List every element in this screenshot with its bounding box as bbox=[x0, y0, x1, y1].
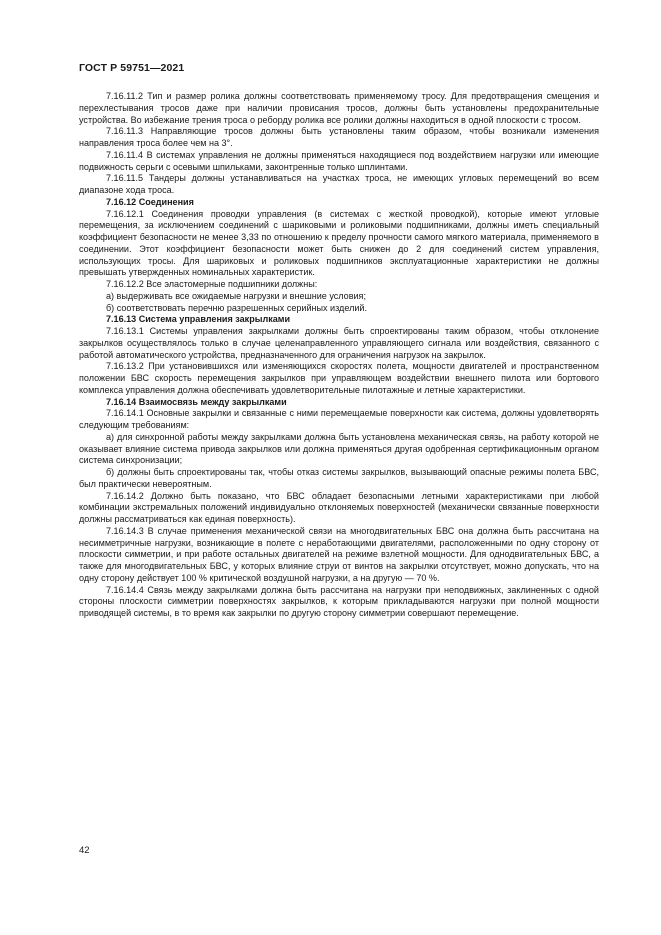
paragraph-7-16-14-1: 7.16.14.1 Основные закрылки и связанные с ними перемещаемые поверхности как система, должны удовлетворять следующим требованиям: bbox=[79, 408, 599, 430]
paragraph-7-16-14-2: 7.16.14.2 Должно быть показано, что БВС обладает безопасными летными характеристиками при любой комбинации экстремальных положений индивидуально отклоняемых поверхностей (механически связанные поверхности должны рассматриваться как единая поверхность). bbox=[79, 490, 599, 524]
page-number: 42 bbox=[79, 845, 90, 856]
list-item-b: б) должны быть спроектированы так, чтобы отказ системы закрылков, вызывающий опасные режимы полета БВС, был практически невероятным. bbox=[79, 467, 599, 489]
paragraph-7-16-11-4: 7.16.11.4 В системах управления не должны применяться находящиеся под воздействием нагрузки или имеющие подвижность серьги с осевыми шпильками, законтренные только шплинтами. bbox=[79, 149, 599, 172]
document-code-header: ГОСТ Р 59751—2021 bbox=[79, 62, 185, 74]
paragraph-7-16-13-2: 7.16.13.2 При установившихся или изменяющихся скоростях полета, мощности двигателей и пространственном положении БВС скорость перемещения закрылков при управляющем воздействии внешнего пилота или бортового комплекса управления должна обеспечивать удовлетворительные пилотажные и летные характеристики. bbox=[79, 361, 599, 395]
paragraph-7-16-12-1: 7.16.12.1 Соединения проводки управления (в системах с жесткой проводкой), которые имеют угловые перемещения, за исключением соединений с шариковыми и роликовыми подшипниками, должны иметь специальный коэффициент безопасности не менее 3,33 по отношению к пределу прочности самого мягкого материала, применяемого в соединении. Этот коэффициент безопасности может быть снижен до 2 для соединений систем управления, использующих тросы. Для шариковых и роликовых подшипников эксплуатационные характеристики не должны превышать утвержденных номинальных характеристик. bbox=[79, 208, 599, 278]
list-item-a: а) для синхронной работы между закрылками должна быть установлена механическая связь, на работу которой не оказывает влияние система привода закрылков или должна применяться другая одобренная сертификационным органом система синхронизации; bbox=[79, 431, 599, 466]
paragraph-7-16-11-3: 7.16.11.3 Направляющие тросов должны быть установлены таким образом, чтобы возникали изменения направления троса более чем на 3°. bbox=[79, 126, 599, 148]
list-item-b: б) соответствовать перечню разрешенных серийных изделий. bbox=[106, 302, 367, 313]
paragraph-7-16-11-2: 7.16.11.2 Тип и размер ролика должны соответствовать применяемому тросу. Для предотвращения смещения и перехлестывания тросов даже при наличии провисания тросов, должны быть установлены предохранительные устройства. Во избежание трения троса о реборду ролика все ролики должны находиться в одной плоскости с тросом. bbox=[79, 91, 599, 125]
paragraph-7-16-14-3: 7.16.14.3 В случае применения механической связи на многодвигательных БВС она должна быть рассчитана на несимметричные нагрузки, возникающие в полете с неработающими двигателями, расположенными по одну сторону от плоскости симметрии, и при работе остальных двигателей на режиме взлетной мощности. Для однодвигательных БВС, а также для многодвигательных БВС, у которых влияние струи от винтов на закрылки отсутствует, можно допускать, что на одну сторону действует 100 % критической воздушной нагрузки, а на другую — 70 %. bbox=[79, 525, 599, 583]
section-heading-7-16-12: 7.16.12 Соединения bbox=[106, 196, 194, 207]
list-item-a: а) выдерживать все ожидаемые нагрузки и внешние условия; bbox=[106, 290, 366, 301]
section-heading-7-16-14: 7.16.14 Взаимосвязь между закрылками bbox=[106, 396, 287, 407]
paragraph-7-16-12-2: 7.16.12.2 Все эластомерные подшипники должны: bbox=[106, 279, 318, 289]
section-heading-7-16-13: 7.16.13 Система управления закрылками bbox=[106, 314, 291, 325]
document-body bbox=[79, 91, 599, 620]
paragraph-7-16-11-5: 7.16.11.5 Тандеры должны устанавливаться на участках троса, не имеющих угловых перемещений во всем диапазоне хода троса. bbox=[79, 173, 599, 195]
paragraph-7-16-13-1: 7.16.13.1 Системы управления закрылками должны быть спроектированы таким образом, чтобы отклонение закрылков осуществлялось только в случае целенаправленного управляющего сигнала или воздействия, связанного с работой автоматического устройства, предназначенного для ограничения нагрузок на закрылок. bbox=[79, 326, 599, 360]
paragraph-7-16-14-4: 7.16.14.4 Связь между закрылками должна быть рассчитана на нагрузки при неподвижных, заклиненных с одной стороны плоскости симметрии поверхностях закрылков, к которым прикладываются нагрузки при полной мощности приводящей системы, в то время как закрылки по другую сторону симметрии совершают перемещение. bbox=[79, 584, 599, 618]
